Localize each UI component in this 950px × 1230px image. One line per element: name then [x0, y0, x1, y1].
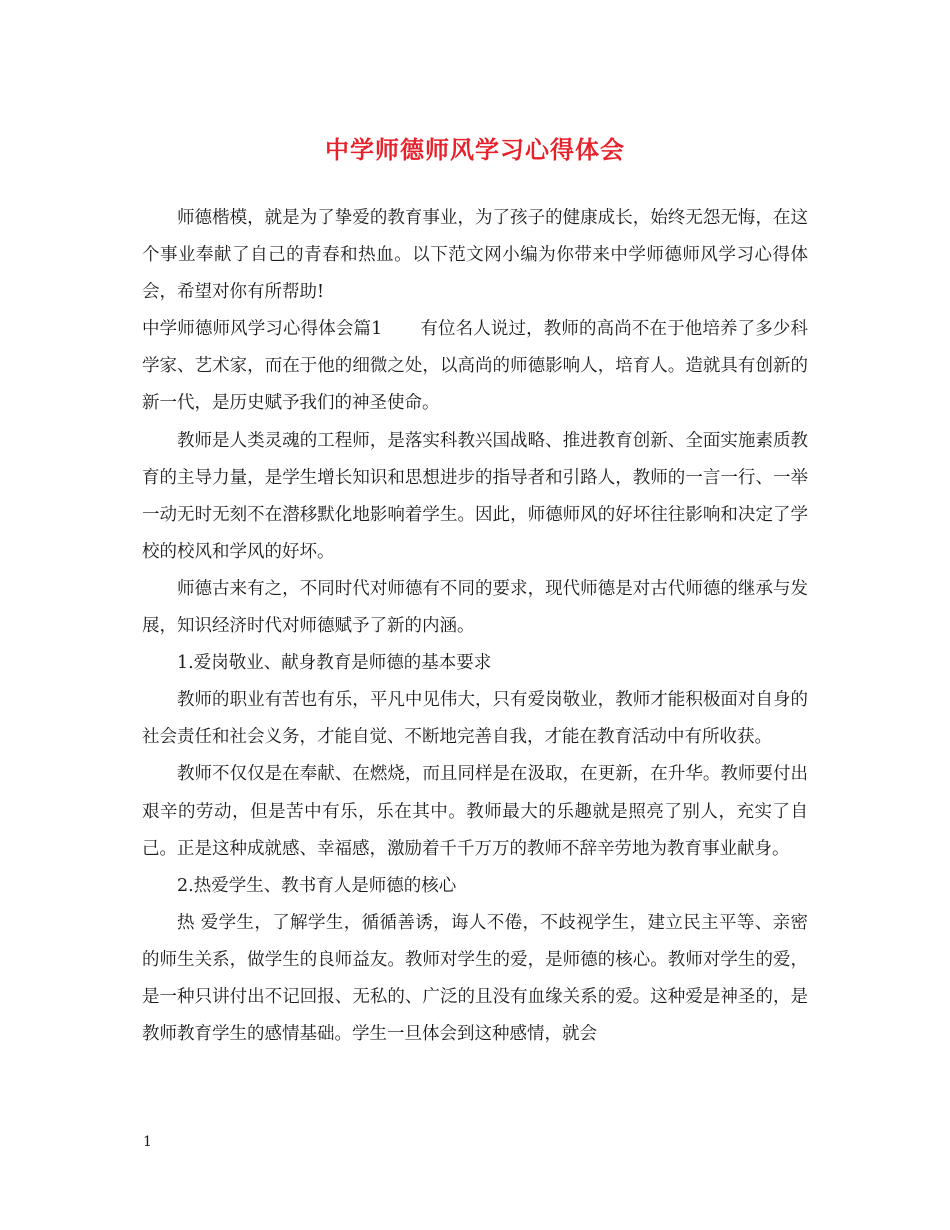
subheading-1: 1.爱岗敬业、献身教育是师德的基本要求 [177, 653, 492, 674]
paragraph-3: 师德古来有之，不同时代对师德有不同的要求，现代师德是对古代师德的继承与发展，知识经济时代对师德赋予了新的内涵。 [142, 578, 808, 637]
intro-paragraph: 师德楷模，就是为了挚爱的教育事业，为了孩子的健康成长，始终无怨无悔，在这个事业奉献了自己的青春和热血。以下范文网小编为你带来中学师德师风学习心得体会，希望对你有所帮助! [142, 208, 808, 303]
page-number: 1 [143, 1134, 152, 1150]
subheading-2: 2.热爱学生、教书育人是师德的核心 [177, 875, 457, 896]
paragraph-2: 教师是人类灵魂的工程师，是落实科教兴国战略、推进教育创新、全面实施素质教育的主导力量，是学生增长知识和思想进步的指导者和引路人，教师的一言一行、一举一动无时无刻不在潜移默化地影响着学生。因此，师德师风的好坏往往影响和决定了学校的校风和学风的好坏。 [142, 430, 808, 562]
paragraph-5: 教师不仅仅是在奉献、在燃烧，而且同样是在汲取，在更新，在升华。教师要付出艰辛的劳动，但是苦中有乐，乐在其中。教师最大的乐趣就是照亮了别人，充实了自己。正是这种成就感、幸福感，激励着千千万万的教师不辞辛劳地为教育事业献身。 [142, 764, 808, 859]
section-first-text: 有位名人说过，教师的高尚不在于他培养了多少科学家、艺术家，而在于他的细微之处，以高尚的师德影响人，培育人。造就具有创新的新一代，是历史赋予我们的神圣使命。 [142, 319, 809, 414]
section-label: 中学师德师风学习心得体会篇1 [142, 319, 383, 340]
document-title: 中学师德师风学习心得体会 [325, 135, 625, 164]
paragraph-6: 热 爱学生，了解学生，循循善诱，诲人不倦，不歧视学生，建立民主平等、亲密的师生关系，做学生的良师益友。教师对学生的爱，是师德的核心。教师对学生的爱， 是一种只讲付出不记回报、无私的、广泛的且没有血缘关系的爱。这种爱是神圣的，是教师教育学生的感情基础。学生一旦体会到这种感情，就会 [142, 912, 808, 1045]
document-body [142, 200, 808, 1053]
section-paragraph [142, 311, 808, 422]
paragraph-4: 教师的职业有苦也有乐，平凡中见伟大，只有爱岗敬业，教师才能积极面对自身的社会责任和社会义务，才能自觉、不断地完善自我，才能在教育活动中有所收获。 [142, 690, 808, 748]
